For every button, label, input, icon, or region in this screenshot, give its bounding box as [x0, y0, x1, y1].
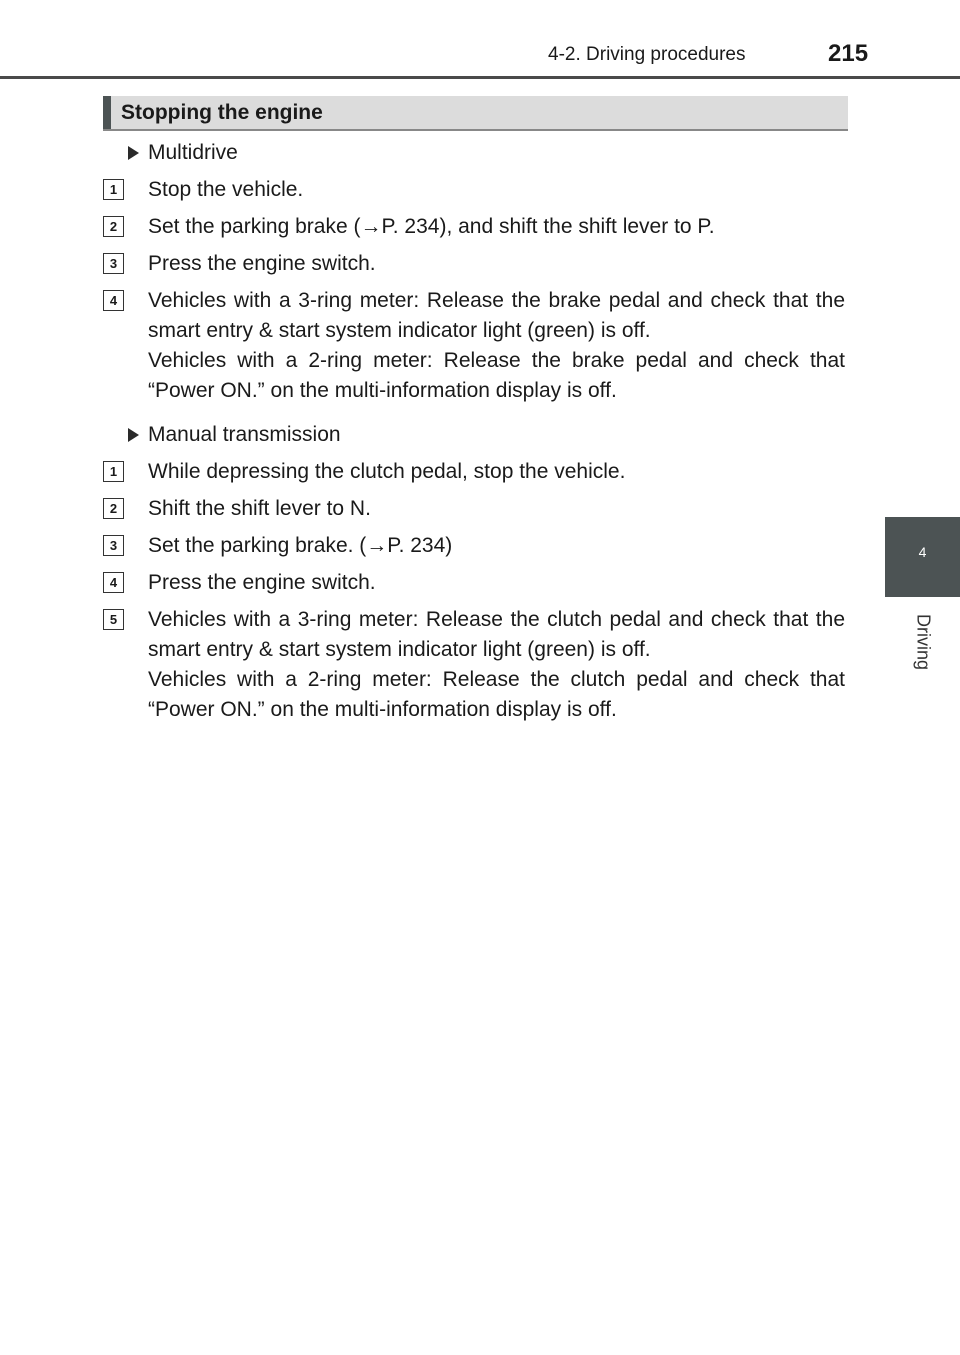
step-number-badge: 5 [103, 609, 124, 630]
group-title [103, 420, 845, 450]
step-text: Vehicles with a 2-ring meter: Release the brake pedal and check that “Power ON.” on the multi-information display is off. [148, 349, 845, 402]
step-item [103, 531, 845, 561]
step-number-badge: 1 [103, 179, 124, 200]
section-title: Stopping the engine [121, 101, 323, 124]
chapter-tab-label [885, 597, 960, 687]
triangle-bullet-icon [128, 146, 139, 160]
step-number-badge: 2 [103, 498, 124, 519]
step-text: Press the engine switch. [148, 252, 376, 275]
procedure-group-multidrive [103, 138, 845, 406]
procedure-group-manual-transmission [103, 420, 845, 725]
step-text: While depressing the clutch pedal, stop the vehicle. [148, 460, 626, 483]
chapter-tab-number: 4 [885, 517, 960, 597]
chapter-tab-label-text: Driving [913, 613, 933, 671]
section-heading-accent [103, 96, 111, 129]
step-item [103, 605, 845, 725]
section-heading [103, 96, 848, 131]
step-number-badge: 4 [103, 290, 124, 311]
group-title-text: Manual transmission [148, 423, 341, 446]
step-text: Shift the shift lever to N. [148, 497, 371, 520]
step-number-badge: 2 [103, 216, 124, 237]
group-title [103, 138, 845, 168]
step-item [103, 249, 845, 279]
page-number: 215 [828, 40, 869, 67]
step-number-badge: 1 [103, 461, 124, 482]
step-text: Vehicles with a 3-ring meter: Release the brake pedal and check that the smart entry & start system indicator light (green) is off. [148, 289, 845, 342]
step-item [103, 568, 845, 598]
step-item [103, 212, 845, 242]
step-item [103, 457, 845, 487]
procedure-content [103, 138, 845, 725]
step-item [103, 175, 845, 205]
step-text: Set the parking brake. (→P. 234) [148, 534, 453, 557]
step-number-badge: 3 [103, 535, 124, 556]
step-text: Stop the vehicle. [148, 178, 304, 201]
step-text: Vehicles with a 2-ring meter: Release the clutch pedal and check that “Power ON.” on the multi-information display is off. [148, 668, 845, 721]
step-text: Set the parking brake (→P. 234), and shift the shift lever to P. [148, 215, 715, 238]
step-item [103, 286, 845, 406]
step-item [103, 494, 845, 524]
step-number-badge: 3 [103, 253, 124, 274]
page-header [0, 0, 960, 80]
step-text: Press the engine switch. [148, 571, 376, 594]
step-text: Vehicles with a 3-ring meter: Release the clutch pedal and check that the smart entry & start system indicator light (green) is off. [148, 608, 845, 661]
header-rule [0, 76, 960, 79]
step-number-badge: 4 [103, 572, 124, 593]
group-title-text: Multidrive [148, 141, 238, 164]
triangle-bullet-icon [128, 428, 139, 442]
header-section-title: 4-2. Driving procedures [548, 44, 746, 65]
